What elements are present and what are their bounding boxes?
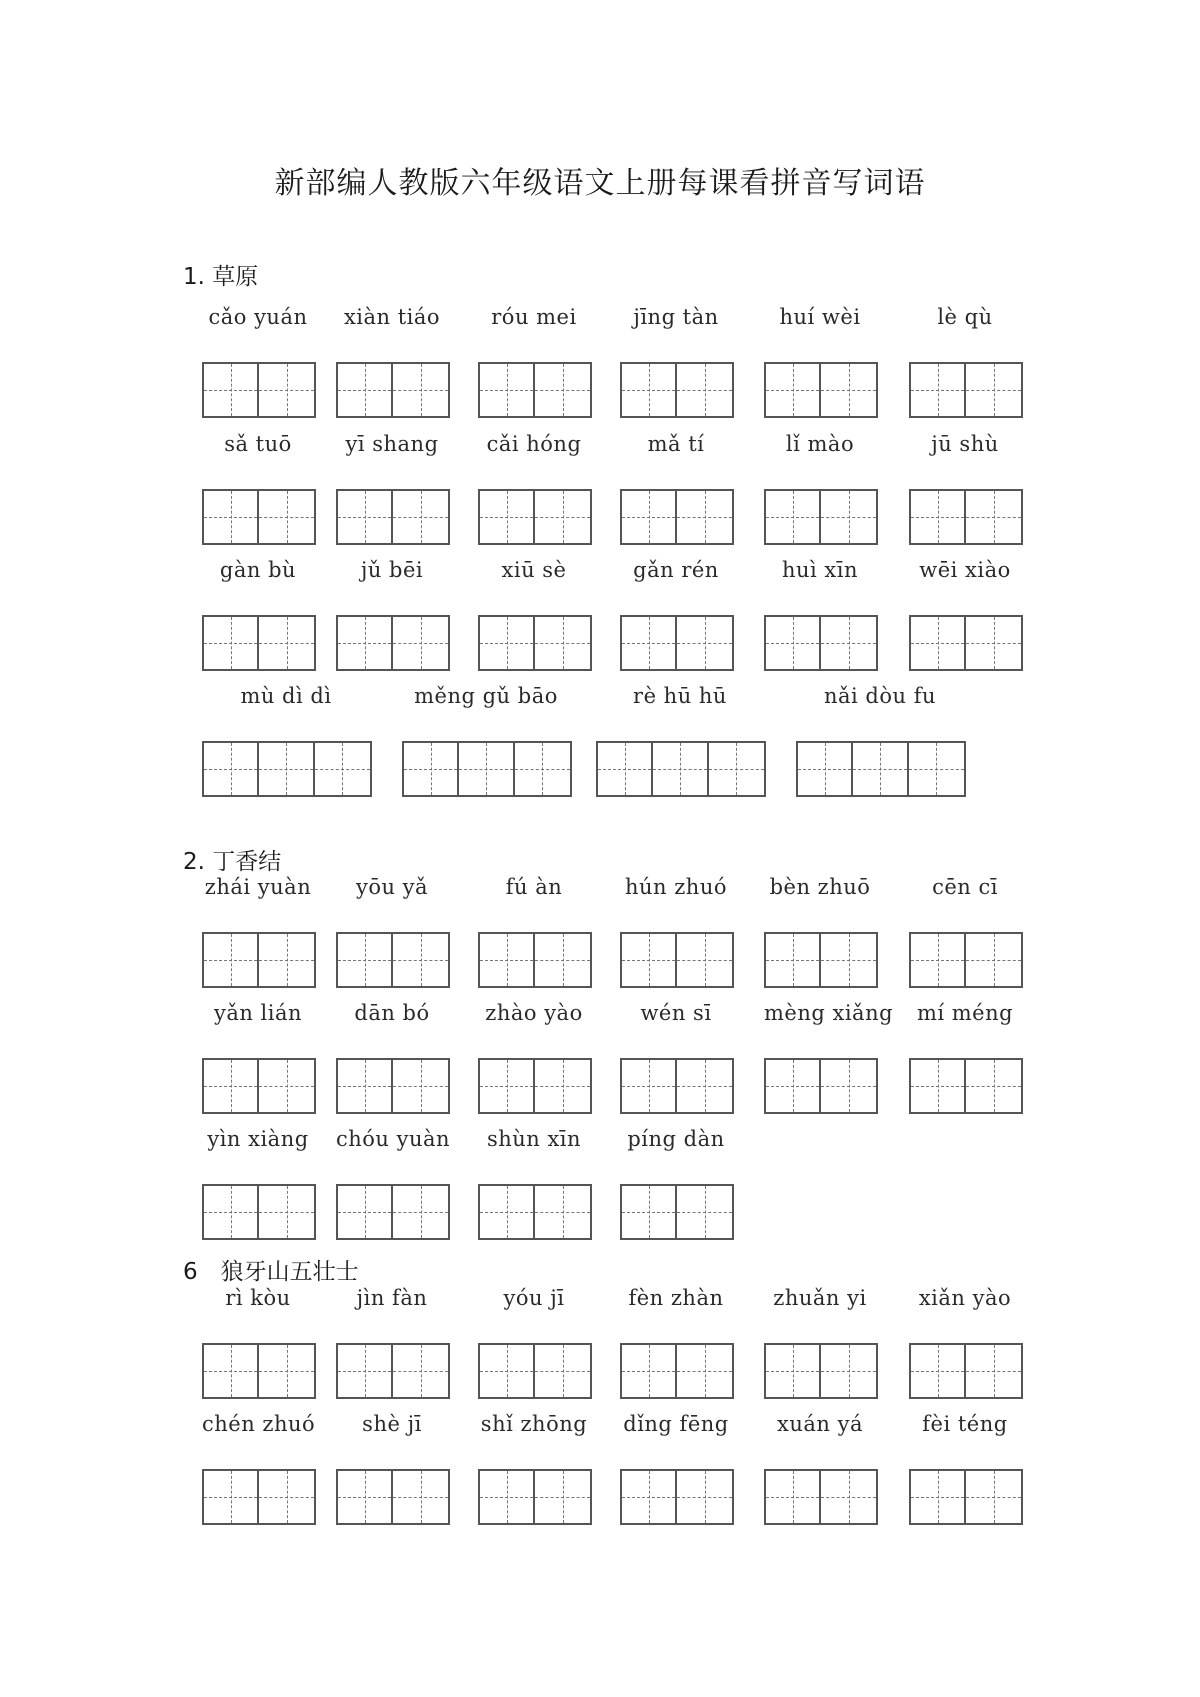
pinyin-label: cǎo yuán bbox=[208, 305, 308, 329]
writing-grid[interactable] bbox=[336, 615, 450, 671]
writing-grid[interactable] bbox=[909, 932, 1023, 988]
tian-zi-cell[interactable] bbox=[821, 491, 876, 543]
pinyin-label: gǎn rén bbox=[633, 558, 719, 582]
tian-zi-cell[interactable] bbox=[204, 1345, 259, 1397]
writing-grid[interactable] bbox=[336, 932, 450, 988]
pinyin-label: wēi xiào bbox=[919, 558, 1011, 582]
pinyin-label: rì kòu bbox=[225, 1286, 291, 1310]
writing-grid[interactable] bbox=[478, 362, 592, 418]
tian-zi-cell[interactable] bbox=[622, 364, 677, 416]
writing-grid[interactable] bbox=[596, 741, 766, 797]
pinyin-label: chén zhuó bbox=[202, 1412, 316, 1436]
section-heading: 6 狼牙山五壮士 bbox=[183, 1259, 359, 1285]
tian-zi-cell[interactable] bbox=[480, 1186, 535, 1238]
tian-zi-cell[interactable] bbox=[480, 1060, 535, 1112]
tian-zi-cell[interactable] bbox=[338, 1345, 393, 1397]
pinyin-label: xiū sè bbox=[501, 558, 567, 582]
tian-zi-cell[interactable] bbox=[393, 1345, 448, 1397]
page-title: 新部编人教版六年级语文上册每课看拼音写词语 bbox=[274, 166, 926, 201]
writing-grid[interactable] bbox=[796, 741, 966, 797]
tian-zi-cell[interactable] bbox=[338, 617, 393, 669]
tian-zi-cell[interactable] bbox=[966, 491, 1021, 543]
pinyin-label: yǎn lián bbox=[213, 1001, 303, 1025]
writing-grid[interactable] bbox=[620, 489, 734, 545]
writing-grid[interactable] bbox=[478, 489, 592, 545]
pinyin-label: gàn bù bbox=[219, 558, 297, 582]
writing-grid[interactable] bbox=[202, 741, 372, 797]
tian-zi-cell[interactable] bbox=[622, 1471, 677, 1523]
tian-zi-cell[interactable] bbox=[911, 491, 966, 543]
tian-zi-cell[interactable] bbox=[911, 1060, 966, 1112]
tian-zi-cell[interactable] bbox=[393, 934, 448, 986]
section-heading: 1. 草原 bbox=[183, 264, 259, 290]
writing-grid[interactable] bbox=[620, 615, 734, 671]
tian-zi-cell[interactable] bbox=[535, 364, 590, 416]
tian-zi-cell[interactable] bbox=[535, 617, 590, 669]
writing-grid[interactable] bbox=[336, 1343, 450, 1399]
tian-zi-cell[interactable] bbox=[598, 743, 653, 795]
writing-grid[interactable] bbox=[620, 1343, 734, 1399]
tian-zi-cell[interactable] bbox=[204, 1060, 259, 1112]
writing-grid[interactable] bbox=[620, 1469, 734, 1525]
writing-grid[interactable] bbox=[402, 741, 572, 797]
pinyin-label: jìn fàn bbox=[356, 1286, 428, 1310]
tian-zi-cell[interactable] bbox=[709, 743, 764, 795]
pinyin-label: hún zhuó bbox=[624, 875, 727, 899]
writing-grid[interactable] bbox=[202, 362, 316, 418]
tian-zi-cell[interactable] bbox=[766, 1060, 821, 1112]
tian-zi-cell[interactable] bbox=[338, 1471, 393, 1523]
tian-zi-cell[interactable] bbox=[911, 1471, 966, 1523]
tian-zi-cell[interactable] bbox=[204, 1471, 259, 1523]
tian-zi-cell[interactable] bbox=[909, 743, 964, 795]
writing-grid[interactable] bbox=[336, 1469, 450, 1525]
pinyin-label: sǎ tuō bbox=[224, 432, 292, 456]
writing-grid[interactable] bbox=[202, 1469, 316, 1525]
tian-zi-cell[interactable] bbox=[480, 491, 535, 543]
tian-zi-cell[interactable] bbox=[338, 491, 393, 543]
tian-zi-cell[interactable] bbox=[821, 1471, 876, 1523]
pinyin-label: lǐ mào bbox=[785, 432, 855, 456]
tian-zi-cell[interactable] bbox=[480, 1471, 535, 1523]
writing-grid[interactable] bbox=[336, 1058, 450, 1114]
pinyin-label: huí wèi bbox=[779, 305, 861, 329]
pinyin-label: mí méng bbox=[916, 1001, 1014, 1025]
tian-zi-cell[interactable] bbox=[911, 934, 966, 986]
tian-zi-cell[interactable] bbox=[259, 1060, 314, 1112]
writing-grid[interactable] bbox=[478, 1058, 592, 1114]
pinyin-label: nǎi dòu fu bbox=[823, 684, 937, 708]
tian-zi-cell[interactable] bbox=[911, 617, 966, 669]
writing-grid[interactable] bbox=[764, 932, 878, 988]
tian-zi-cell[interactable] bbox=[338, 934, 393, 986]
writing-grid[interactable] bbox=[620, 1184, 734, 1240]
tian-zi-cell[interactable] bbox=[853, 743, 908, 795]
writing-grid[interactable] bbox=[336, 362, 450, 418]
writing-grid[interactable] bbox=[909, 1343, 1023, 1399]
writing-grid[interactable] bbox=[478, 615, 592, 671]
tian-zi-cell[interactable] bbox=[204, 1186, 259, 1238]
tian-zi-cell[interactable] bbox=[622, 491, 677, 543]
tian-zi-cell[interactable] bbox=[393, 1060, 448, 1112]
tian-zi-cell[interactable] bbox=[459, 743, 514, 795]
tian-zi-cell[interactable] bbox=[259, 934, 314, 986]
pinyin-label: jū shù bbox=[931, 432, 999, 456]
pinyin-label: róu mei bbox=[491, 305, 577, 329]
pinyin-label: mǎ tí bbox=[647, 432, 705, 456]
writing-grid[interactable] bbox=[764, 489, 878, 545]
pinyin-label: yī shang bbox=[345, 432, 439, 456]
tian-zi-cell[interactable] bbox=[480, 617, 535, 669]
pinyin-label: shùn xīn bbox=[486, 1127, 582, 1151]
tian-zi-cell[interactable] bbox=[677, 617, 732, 669]
tian-zi-cell[interactable] bbox=[204, 617, 259, 669]
writing-grid[interactable] bbox=[909, 615, 1023, 671]
tian-zi-cell[interactable] bbox=[677, 1471, 732, 1523]
writing-grid[interactable] bbox=[909, 1058, 1023, 1114]
writing-grid[interactable] bbox=[336, 1184, 450, 1240]
pinyin-label: shè jī bbox=[362, 1412, 422, 1436]
writing-grid[interactable] bbox=[909, 1469, 1023, 1525]
tian-zi-cell[interactable] bbox=[404, 743, 459, 795]
writing-grid[interactable] bbox=[909, 362, 1023, 418]
pinyin-label: mèng xiǎng bbox=[764, 1001, 894, 1025]
pinyin-label: jǔ bēi bbox=[360, 558, 424, 582]
writing-grid[interactable] bbox=[478, 1469, 592, 1525]
tian-zi-cell[interactable] bbox=[204, 743, 259, 795]
writing-grid[interactable] bbox=[620, 1058, 734, 1114]
pinyin-label: cǎi hóng bbox=[486, 432, 582, 456]
writing-grid[interactable] bbox=[202, 1343, 316, 1399]
tian-zi-cell[interactable] bbox=[480, 364, 535, 416]
tian-zi-cell[interactable] bbox=[821, 934, 876, 986]
writing-grid[interactable] bbox=[202, 1058, 316, 1114]
tian-zi-cell[interactable] bbox=[821, 1345, 876, 1397]
writing-grid[interactable] bbox=[764, 362, 878, 418]
tian-zi-cell[interactable] bbox=[338, 1186, 393, 1238]
tian-zi-cell[interactable] bbox=[315, 743, 370, 795]
tian-zi-cell[interactable] bbox=[393, 491, 448, 543]
writing-grid[interactable] bbox=[764, 1058, 878, 1114]
writing-grid[interactable] bbox=[620, 932, 734, 988]
tian-zi-cell[interactable] bbox=[535, 491, 590, 543]
pinyin-label: dān bó bbox=[354, 1001, 430, 1025]
tian-zi-cell[interactable] bbox=[821, 364, 876, 416]
tian-zi-cell[interactable] bbox=[259, 617, 314, 669]
writing-grid[interactable] bbox=[478, 1184, 592, 1240]
pinyin-label: píng dàn bbox=[627, 1127, 725, 1151]
pinyin-label: huì xīn bbox=[781, 558, 859, 582]
tian-zi-cell[interactable] bbox=[821, 617, 876, 669]
tian-zi-cell[interactable] bbox=[393, 364, 448, 416]
tian-zi-cell[interactable] bbox=[480, 1345, 535, 1397]
tian-zi-cell[interactable] bbox=[966, 364, 1021, 416]
tian-zi-cell[interactable] bbox=[966, 1060, 1021, 1112]
pinyin-label: mù dì dì bbox=[240, 684, 332, 708]
pinyin-label: yōu yǎ bbox=[355, 875, 429, 899]
tian-zi-cell[interactable] bbox=[259, 743, 314, 795]
tian-zi-cell[interactable] bbox=[535, 934, 590, 986]
tian-zi-cell[interactable] bbox=[393, 1471, 448, 1523]
writing-grid[interactable] bbox=[202, 489, 316, 545]
pinyin-label: fú àn bbox=[505, 875, 563, 899]
tian-zi-cell[interactable] bbox=[677, 1186, 732, 1238]
tian-zi-cell[interactable] bbox=[622, 1345, 677, 1397]
pinyin-label: chóu yuàn bbox=[336, 1127, 451, 1151]
tian-zi-cell[interactable] bbox=[966, 1471, 1021, 1523]
writing-grid[interactable] bbox=[478, 1343, 592, 1399]
tian-zi-cell[interactable] bbox=[622, 1186, 677, 1238]
writing-grid[interactable] bbox=[478, 932, 592, 988]
tian-zi-cell[interactable] bbox=[259, 1186, 314, 1238]
tian-zi-cell[interactable] bbox=[766, 1345, 821, 1397]
writing-grid[interactable] bbox=[764, 1343, 878, 1399]
tian-zi-cell[interactable] bbox=[677, 491, 732, 543]
tian-zi-cell[interactable] bbox=[766, 617, 821, 669]
tian-zi-cell[interactable] bbox=[677, 1060, 732, 1112]
pinyin-label: yóu jī bbox=[503, 1286, 565, 1310]
tian-zi-cell[interactable] bbox=[766, 491, 821, 543]
pinyin-label: xiǎn yào bbox=[918, 1286, 1012, 1310]
pinyin-label: yìn xiàng bbox=[207, 1127, 309, 1151]
tian-zi-cell[interactable] bbox=[480, 934, 535, 986]
tian-zi-cell[interactable] bbox=[204, 364, 259, 416]
section-heading: 2. 丁香结 bbox=[183, 849, 282, 875]
tian-zi-cell[interactable] bbox=[535, 1060, 590, 1112]
writing-grid[interactable] bbox=[202, 615, 316, 671]
pinyin-label: jīng tàn bbox=[633, 305, 719, 329]
tian-zi-cell[interactable] bbox=[766, 934, 821, 986]
tian-zi-cell[interactable] bbox=[622, 1060, 677, 1112]
writing-grid[interactable] bbox=[202, 932, 316, 988]
tian-zi-cell[interactable] bbox=[259, 491, 314, 543]
tian-zi-cell[interactable] bbox=[259, 1345, 314, 1397]
tian-zi-cell[interactable] bbox=[393, 1186, 448, 1238]
tian-zi-cell[interactable] bbox=[677, 364, 732, 416]
tian-zi-cell[interactable] bbox=[677, 1345, 732, 1397]
pinyin-label: shǐ zhōng bbox=[480, 1412, 588, 1436]
tian-zi-cell[interactable] bbox=[535, 1471, 590, 1523]
pinyin-label: xuán yá bbox=[777, 1412, 863, 1436]
tian-zi-cell[interactable] bbox=[204, 491, 259, 543]
pinyin-label: měng gǔ bāo bbox=[414, 684, 558, 708]
pinyin-label: bèn zhuō bbox=[769, 875, 871, 899]
writing-grid[interactable] bbox=[202, 1184, 316, 1240]
writing-grid[interactable] bbox=[909, 489, 1023, 545]
tian-zi-cell[interactable] bbox=[259, 364, 314, 416]
writing-grid[interactable] bbox=[764, 615, 878, 671]
tian-zi-cell[interactable] bbox=[798, 743, 853, 795]
pinyin-label: xiàn tiáo bbox=[343, 305, 441, 329]
tian-zi-cell[interactable] bbox=[821, 1060, 876, 1112]
tian-zi-cell[interactable] bbox=[259, 1471, 314, 1523]
tian-zi-cell[interactable] bbox=[622, 934, 677, 986]
pinyin-label: zhái yuàn bbox=[204, 875, 312, 899]
pinyin-label: fèn zhàn bbox=[628, 1286, 724, 1310]
writing-grid[interactable] bbox=[764, 1469, 878, 1525]
writing-grid[interactable] bbox=[620, 362, 734, 418]
pinyin-label: rè hū hū bbox=[633, 684, 727, 708]
tian-zi-cell[interactable] bbox=[535, 1345, 590, 1397]
tian-zi-cell[interactable] bbox=[911, 364, 966, 416]
pinyin-label: wén sī bbox=[640, 1001, 712, 1025]
tian-zi-cell[interactable] bbox=[393, 617, 448, 669]
tian-zi-cell[interactable] bbox=[766, 1471, 821, 1523]
tian-zi-cell[interactable] bbox=[966, 617, 1021, 669]
tian-zi-cell[interactable] bbox=[338, 1060, 393, 1112]
tian-zi-cell[interactable] bbox=[966, 1345, 1021, 1397]
tian-zi-cell[interactable] bbox=[766, 364, 821, 416]
tian-zi-cell[interactable] bbox=[515, 743, 570, 795]
pinyin-label: fèi téng bbox=[922, 1412, 1008, 1436]
pinyin-label: zhào yào bbox=[485, 1001, 583, 1025]
tian-zi-cell[interactable] bbox=[966, 934, 1021, 986]
tian-zi-cell[interactable] bbox=[677, 934, 732, 986]
pinyin-label: zhuǎn yi bbox=[773, 1286, 867, 1310]
pinyin-label: cēn cī bbox=[932, 875, 998, 899]
pinyin-label: dǐng fēng bbox=[623, 1412, 729, 1436]
pinyin-label: lè qù bbox=[937, 305, 993, 329]
writing-grid[interactable] bbox=[336, 489, 450, 545]
tian-zi-cell[interactable] bbox=[338, 364, 393, 416]
tian-zi-cell[interactable] bbox=[653, 743, 708, 795]
tian-zi-cell[interactable] bbox=[622, 617, 677, 669]
tian-zi-cell[interactable] bbox=[204, 934, 259, 986]
tian-zi-cell[interactable] bbox=[535, 1186, 590, 1238]
tian-zi-cell[interactable] bbox=[911, 1345, 966, 1397]
